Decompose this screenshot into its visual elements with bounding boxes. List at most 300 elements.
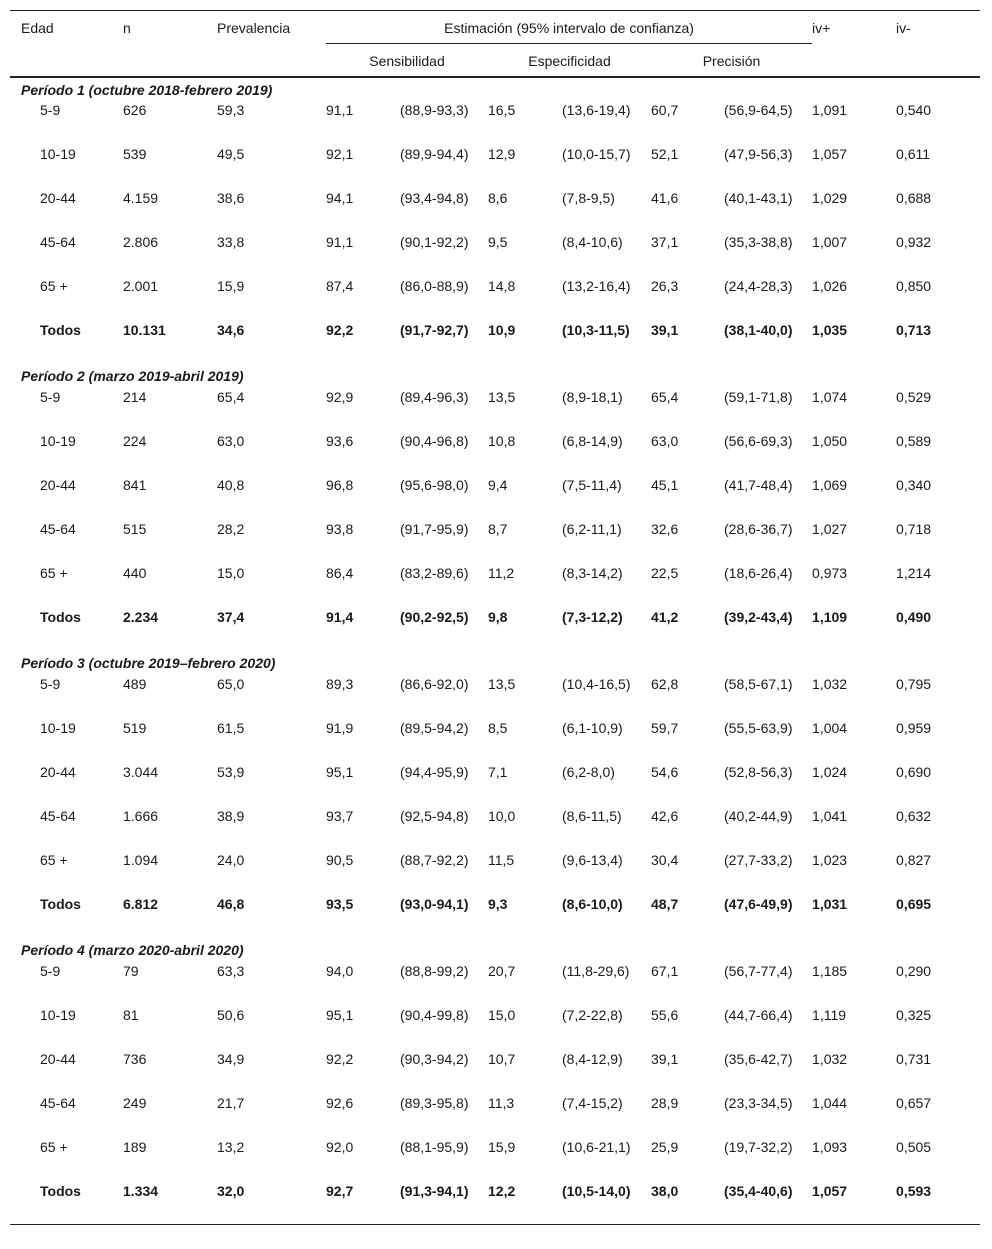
cell-especificidad-ci: (6,2-8,0) [562,763,615,780]
cell-iv-neg: 0,657 [896,1094,932,1111]
cell-precision: 45,1 [651,476,679,493]
cell-sensibilidad-ci: (88,9-93,3) [400,101,469,118]
cell-n: 10.131 [123,321,166,338]
cell-n: 249 [123,1094,147,1111]
table-row [10,762,980,806]
cell-precision-ci: (52,8-56,3) [724,763,793,780]
cell-especificidad: 14,8 [488,277,516,294]
cell-iv-neg: 0,713 [896,321,932,338]
cell-especificidad-ci: (6,8-14,9) [562,432,623,449]
cell-precision-ci: (24,4-28,3) [724,277,793,294]
header-sensibilidad: Sensibilidad [369,53,445,69]
cell-iv-pos: 1,091 [812,101,848,118]
cell-iv-pos: 1,032 [812,675,848,692]
cell-n: 1.666 [123,807,159,824]
cell-sensibilidad: 92,6 [326,1094,354,1111]
cell-iv-neg: 0,959 [896,719,932,736]
cell-edad: Todos [40,895,81,912]
cell-edad: 5-9 [40,101,61,118]
cell-edad: 20-44 [40,1050,76,1067]
cell-iv-neg: 0,540 [896,101,932,118]
cell-especificidad: 10,7 [488,1050,516,1067]
cell-especificidad: 8,7 [488,520,508,537]
cell-iv-neg: 1,214 [896,564,932,581]
cell-iv-neg: 0,690 [896,763,932,780]
cell-especificidad-ci: (8,6-11,5) [562,807,622,824]
period-title: Período 2 (marzo 2019-abril 2019) [21,367,244,384]
table-row [10,850,980,894]
cell-n: 81 [123,1006,139,1023]
table-row [10,806,980,850]
cell-edad: 45-64 [40,520,76,537]
cell-edad: 65 + [40,1138,68,1155]
cell-precision-ci: (44,7-66,4) [724,1006,793,1023]
cell-sensibilidad: 96,8 [326,476,354,493]
cell-edad: 20-44 [40,476,76,493]
cell-iv-neg: 0,632 [896,807,932,824]
cell-sensibilidad: 91,1 [326,233,354,250]
cell-especificidad: 12,2 [488,1182,516,1199]
cell-precision-ci: (55,5-63,9) [724,719,793,736]
cell-sensibilidad: 95,1 [326,1006,354,1023]
cell-sensibilidad-ci: (89,4-96,3) [400,388,469,405]
cell-prevalencia: 34,6 [217,321,245,338]
table-row [10,1137,980,1181]
cell-sensibilidad: 92,2 [326,321,354,338]
cell-iv-neg: 0,795 [896,675,932,692]
cell-prevalencia: 28,2 [217,520,245,537]
cell-especificidad-ci: (10,4-16,5) [562,675,631,692]
cell-sensibilidad: 86,4 [326,564,354,581]
cell-sensibilidad-ci: (93,0-94,1) [400,895,469,912]
cell-edad: 5-9 [40,675,61,692]
cell-especificidad: 13,5 [488,388,516,405]
cell-sensibilidad: 93,8 [326,520,354,537]
cell-edad: 65 + [40,564,68,581]
cell-n: 79 [123,962,139,979]
cell-precision-ci: (18,6-26,4) [724,564,793,581]
table-row [10,1005,980,1049]
cell-iv-neg: 0,490 [896,608,932,625]
cell-especificidad-ci: (8,4-12,9) [562,1050,623,1067]
cell-especificidad: 9,3 [488,895,508,912]
cell-sensibilidad-ci: (88,1-95,9) [400,1138,469,1155]
cell-n: 539 [123,145,147,162]
cell-sensibilidad: 89,3 [326,675,354,692]
cell-n: 841 [123,476,147,493]
cell-edad: 65 + [40,277,68,294]
cell-n: 6.812 [123,895,159,912]
table-row [10,387,980,431]
cell-prevalencia: 65,0 [217,675,245,692]
cell-sensibilidad: 90,5 [326,851,354,868]
cell-sensibilidad-ci: (88,7-92,2) [400,851,469,868]
cell-n: 189 [123,1138,147,1155]
cell-sensibilidad: 93,6 [326,432,354,449]
cell-especificidad-ci: (7,8-9,5) [562,189,615,206]
cell-sensibilidad: 93,7 [326,807,354,824]
cell-especificidad: 11,5 [488,851,515,868]
period-header [10,651,980,674]
cell-edad: 45-64 [40,807,76,824]
cell-n: 515 [123,520,147,537]
cell-especificidad: 15,0 [488,1006,516,1023]
cell-especificidad: 8,6 [488,189,508,206]
cell-precision-ci: (56,7-77,4) [724,962,793,979]
cell-iv-neg: 0,593 [896,1182,932,1199]
cell-sensibilidad-ci: (86,0-88,9) [400,277,469,294]
cell-iv-pos: 0,973 [812,564,848,581]
cell-prevalencia: 50,6 [217,1006,245,1023]
cell-precision-ci: (35,6-42,7) [724,1050,793,1067]
cell-sensibilidad-ci: (90,1-92,2) [400,233,469,250]
cell-edad: Todos [40,321,81,338]
cell-iv-pos: 1,041 [812,807,848,824]
cell-sensibilidad-ci: (89,9-94,4) [400,145,469,162]
cell-precision: 63,0 [651,432,679,449]
cell-edad: 20-44 [40,189,76,206]
cell-especificidad: 9,4 [488,476,508,493]
cell-precision: 60,7 [651,101,679,118]
cell-iv-neg: 0,695 [896,895,932,912]
table-row [10,563,980,607]
cell-especificidad-ci: (11,8-29,6) [562,962,630,979]
cell-especificidad-ci: (10,3-11,5) [562,321,630,338]
cell-sensibilidad: 93,5 [326,895,354,912]
cell-prevalencia: 21,7 [217,1094,245,1111]
cell-edad: 5-9 [40,962,61,979]
cell-especificidad: 20,7 [488,962,516,979]
cell-precision: 30,4 [651,851,679,868]
cell-precision-ci: (35,3-38,8) [724,233,793,250]
cell-precision-ci: (41,7-48,4) [724,476,793,493]
cell-iv-pos: 1,007 [812,233,848,250]
cell-iv-pos: 1,023 [812,851,848,868]
cell-iv-pos: 1,093 [812,1138,848,1155]
cell-iv-neg: 0,688 [896,189,932,206]
cell-n: 489 [123,675,147,692]
table-row [10,188,980,232]
cell-sensibilidad-ci: (95,6-98,0) [400,476,469,493]
cell-prevalencia: 37,4 [217,608,245,625]
cell-precision-ci: (23,3-34,5) [724,1094,793,1111]
cell-precision: 39,1 [651,321,679,338]
period-header [10,938,980,961]
cell-iv-neg: 0,589 [896,432,932,449]
table-row [10,1093,980,1137]
cell-especificidad-ci: (8,6-10,0) [562,895,623,912]
cell-iv-pos: 1,069 [812,476,848,493]
cell-sensibilidad-ci: (90,3-94,2) [400,1050,469,1067]
cell-sensibilidad-ci: (91,3-94,1) [400,1182,469,1199]
cell-edad: 10-19 [40,432,76,449]
cell-precision: 32,6 [651,520,679,537]
cell-sensibilidad: 92,7 [326,1182,354,1199]
table-row [10,718,980,762]
cell-sensibilidad-ci: (94,4-95,9) [400,763,469,780]
cell-precision-ci: (27,7-33,2) [724,851,793,868]
cell-iv-pos: 1,031 [812,895,848,912]
cell-edad: 10-19 [40,1006,76,1023]
cell-precision-ci: (28,6-36,7) [724,520,793,537]
cell-precision-ci: (47,9-56,3) [724,145,793,162]
cell-prevalencia: 46,8 [217,895,245,912]
cell-prevalencia: 38,6 [217,189,245,206]
cell-precision: 55,6 [651,1006,679,1023]
cell-iv-pos: 1,032 [812,1050,848,1067]
cell-n: 3.044 [123,763,159,780]
cell-precision-ci: (56,6-69,3) [724,432,793,449]
cell-prevalencia: 59,3 [217,101,245,118]
cell-iv-pos: 1,044 [812,1094,848,1111]
cell-n: 214 [123,388,147,405]
cell-iv-neg: 0,850 [896,277,932,294]
cell-sensibilidad: 95,1 [326,763,354,780]
table-row [10,100,980,144]
cell-precision-ci: (56,9-64,5) [724,101,793,118]
cell-sensibilidad-ci: (88,8-99,2) [400,962,469,979]
cell-n: 4.159 [123,189,159,206]
cell-sensibilidad: 92,9 [326,388,354,405]
cell-precision: 48,7 [651,895,679,912]
cell-precision-ci: (59,1-71,8) [724,388,793,405]
cell-precision: 26,3 [651,277,679,294]
header-iv-neg: iv- [896,20,911,36]
cell-especificidad: 11,3 [488,1094,515,1111]
header-precision: Precisión [702,53,761,69]
cell-precision: 22,5 [651,564,679,581]
period-header [10,77,980,100]
cell-precision: 39,1 [651,1050,679,1067]
cell-precision: 28,9 [651,1094,679,1111]
header-iv-pos: iv+ [812,20,831,36]
cell-prevalencia: 13,2 [217,1138,245,1155]
period-title: Período 1 (octubre 2018-febrero 2019) [21,81,273,98]
cell-precision: 67,1 [651,962,679,979]
cell-iv-pos: 1,024 [812,763,848,780]
cell-edad: Todos [40,1182,81,1199]
cell-iv-pos: 1,004 [812,719,848,736]
cell-sensibilidad: 87,4 [326,277,354,294]
cell-n: 626 [123,101,147,118]
cell-edad: Todos [40,608,81,625]
cell-sensibilidad: 92,0 [326,1138,354,1155]
cell-iv-neg: 0,731 [896,1050,932,1067]
table-body [10,77,980,1225]
cell-especificidad: 8,5 [488,719,508,736]
cell-sensibilidad-ci: (83,2-89,6) [400,564,469,581]
cell-especificidad: 12,9 [488,145,516,162]
header-edad: Edad [21,20,54,36]
cell-sensibilidad-ci: (90,4-99,8) [400,1006,469,1023]
cell-prevalencia: 40,8 [217,476,245,493]
cell-edad: 10-19 [40,145,76,162]
cell-especificidad: 7,1 [488,763,508,780]
cell-sensibilidad-ci: (89,5-94,2) [400,719,469,736]
cell-precision: 41,2 [651,608,679,625]
cell-iv-neg: 0,325 [896,1006,932,1023]
header-n: n [123,20,131,36]
cell-prevalencia: 15,9 [217,277,245,294]
table-row-total [10,1181,980,1225]
cell-especificidad: 10,9 [488,321,516,338]
cell-prevalencia: 65,4 [217,388,245,405]
cell-iv-neg: 0,505 [896,1138,932,1155]
cell-precision: 42,6 [651,807,679,824]
cell-iv-pos: 1,185 [812,962,848,979]
period-title: Período 4 (marzo 2020-abril 2020) [21,941,244,958]
cell-precision: 37,1 [651,233,679,250]
cell-precision-ci: (39,2-43,4) [724,608,793,625]
cell-iv-pos: 1,057 [812,145,848,162]
cell-precision: 25,9 [651,1138,679,1155]
cell-precision: 41,6 [651,189,679,206]
table-row-total [10,320,980,364]
cell-sensibilidad: 92,1 [326,145,354,162]
cell-iv-neg: 0,290 [896,962,932,979]
cell-iv-pos: 1,029 [812,189,848,206]
cell-prevalencia: 38,9 [217,807,245,824]
table-row [10,144,980,188]
cell-iv-pos: 1,074 [812,388,848,405]
cell-especificidad-ci: (8,9-18,1) [562,388,623,405]
cell-iv-neg: 0,932 [896,233,932,250]
cell-sensibilidad-ci: (90,4-96,8) [400,432,469,449]
cell-n: 519 [123,719,147,736]
cell-prevalencia: 33,8 [217,233,245,250]
cell-precision: 65,4 [651,388,679,405]
table-row [10,475,980,519]
cell-prevalencia: 61,5 [217,719,245,736]
cell-especificidad: 13,5 [488,675,516,692]
cell-especificidad-ci: (8,4-10,6) [562,233,623,250]
cell-sensibilidad: 91,4 [326,608,354,625]
cell-sensibilidad-ci: (93,4-94,8) [400,189,469,206]
table-row [10,961,980,1005]
cell-especificidad-ci: (9,6-13,4) [562,851,623,868]
cell-especificidad-ci: (10,0-15,7) [562,145,631,162]
cell-n: 1.094 [123,851,159,868]
cell-precision-ci: (58,5-67,1) [724,675,793,692]
cell-especificidad-ci: (13,2-16,4) [562,277,631,294]
cell-prevalencia: 63,3 [217,962,245,979]
cell-precision: 38,0 [651,1182,679,1199]
cell-sensibilidad: 94,0 [326,962,354,979]
table-row [10,431,980,475]
cell-especificidad-ci: (7,3-12,2) [562,608,623,625]
cell-precision-ci: (47,6-49,9) [724,895,793,912]
cell-especificidad: 10,8 [488,432,516,449]
table-row [10,276,980,320]
cell-precision: 59,7 [651,719,679,736]
table-row [10,1049,980,1093]
cell-edad: 10-19 [40,719,76,736]
table-row [10,232,980,276]
header-especificidad: Especificidad [528,53,611,69]
cell-precision-ci: (19,7-32,2) [724,1138,793,1155]
period-header [10,364,980,387]
cell-edad: 5-9 [40,388,61,405]
cell-iv-pos: 1,026 [812,277,848,294]
cell-prevalencia: 53,9 [217,763,245,780]
cell-edad: 45-64 [40,233,76,250]
cell-n: 2.806 [123,233,159,250]
cell-prevalencia: 32,0 [217,1182,245,1199]
table-row [10,519,980,563]
table-row [10,674,980,718]
cell-sensibilidad-ci: (92,5-94,8) [400,807,469,824]
cell-especificidad: 11,2 [488,564,515,581]
cell-prevalencia: 49,5 [217,145,245,162]
cell-iv-pos: 1,057 [812,1182,848,1199]
cell-especificidad: 16,5 [488,101,516,118]
cell-especificidad: 10,0 [488,807,516,824]
cell-iv-pos: 1,050 [812,432,848,449]
cell-edad: 20-44 [40,763,76,780]
cell-especificidad-ci: (8,3-14,2) [562,564,623,581]
cell-prevalencia: 63,0 [217,432,245,449]
cell-sensibilidad-ci: (91,7-92,7) [400,321,469,338]
cell-iv-neg: 0,529 [896,388,932,405]
cell-iv-pos: 1,109 [812,608,848,625]
cell-especificidad-ci: (10,6-21,1) [562,1138,631,1155]
cell-especificidad-ci: (7,2-22,8) [562,1006,623,1023]
table-row-total [10,894,980,938]
cell-especificidad-ci: (7,5-11,4) [562,476,622,493]
cell-prevalencia: 34,9 [217,1050,245,1067]
cell-iv-pos: 1,035 [812,321,848,338]
cell-sensibilidad-ci: (90,2-92,5) [400,608,469,625]
cell-iv-pos: 1,119 [812,1006,847,1023]
cell-especificidad-ci: (6,1-10,9) [562,719,623,736]
cell-especificidad-ci: (6,2-11,1) [562,520,622,537]
cell-edad: 65 + [40,851,68,868]
cell-prevalencia: 24,0 [217,851,245,868]
cell-precision: 62,8 [651,675,679,692]
cell-sensibilidad-ci: (86,6-92,0) [400,675,469,692]
cell-iv-neg: 0,718 [896,520,932,537]
cell-precision-ci: (40,2-44,9) [724,807,793,824]
cell-n: 440 [123,564,147,581]
cell-iv-pos: 1,027 [812,520,848,537]
cell-precision: 52,1 [651,145,679,162]
cell-precision-ci: (38,1-40,0) [724,321,793,338]
period-title: Período 3 (octubre 2019–febrero 2020) [21,654,276,671]
cell-especificidad: 9,8 [488,608,508,625]
cell-n: 2.001 [123,277,159,294]
cell-sensibilidad: 91,9 [326,719,354,736]
cell-edad: 45-64 [40,1094,76,1111]
cell-iv-neg: 0,340 [896,476,932,493]
cell-especificidad: 15,9 [488,1138,516,1155]
cell-sensibilidad-ci: (89,3-95,8) [400,1094,469,1111]
header-prevalencia: Prevalencia [217,20,291,36]
cell-precision: 54,6 [651,763,679,780]
results-table [10,10,980,1225]
cell-especificidad-ci: (10,5-14,0) [562,1182,631,1199]
header-estimacion: Estimación (95% intervalo de confianza) [326,11,812,44]
cell-sensibilidad: 91,1 [326,101,354,118]
table-row-total [10,607,980,651]
cell-sensibilidad: 92,2 [326,1050,354,1067]
cell-prevalencia: 15,0 [217,564,245,581]
table-header [10,11,980,77]
cell-precision-ci: (40,1-43,1) [724,189,793,206]
cell-precision-ci: (35,4-40,6) [724,1182,793,1199]
cell-iv-neg: 0,827 [896,851,932,868]
cell-sensibilidad-ci: (91,7-95,9) [400,520,469,537]
cell-n: 1.334 [123,1182,159,1199]
